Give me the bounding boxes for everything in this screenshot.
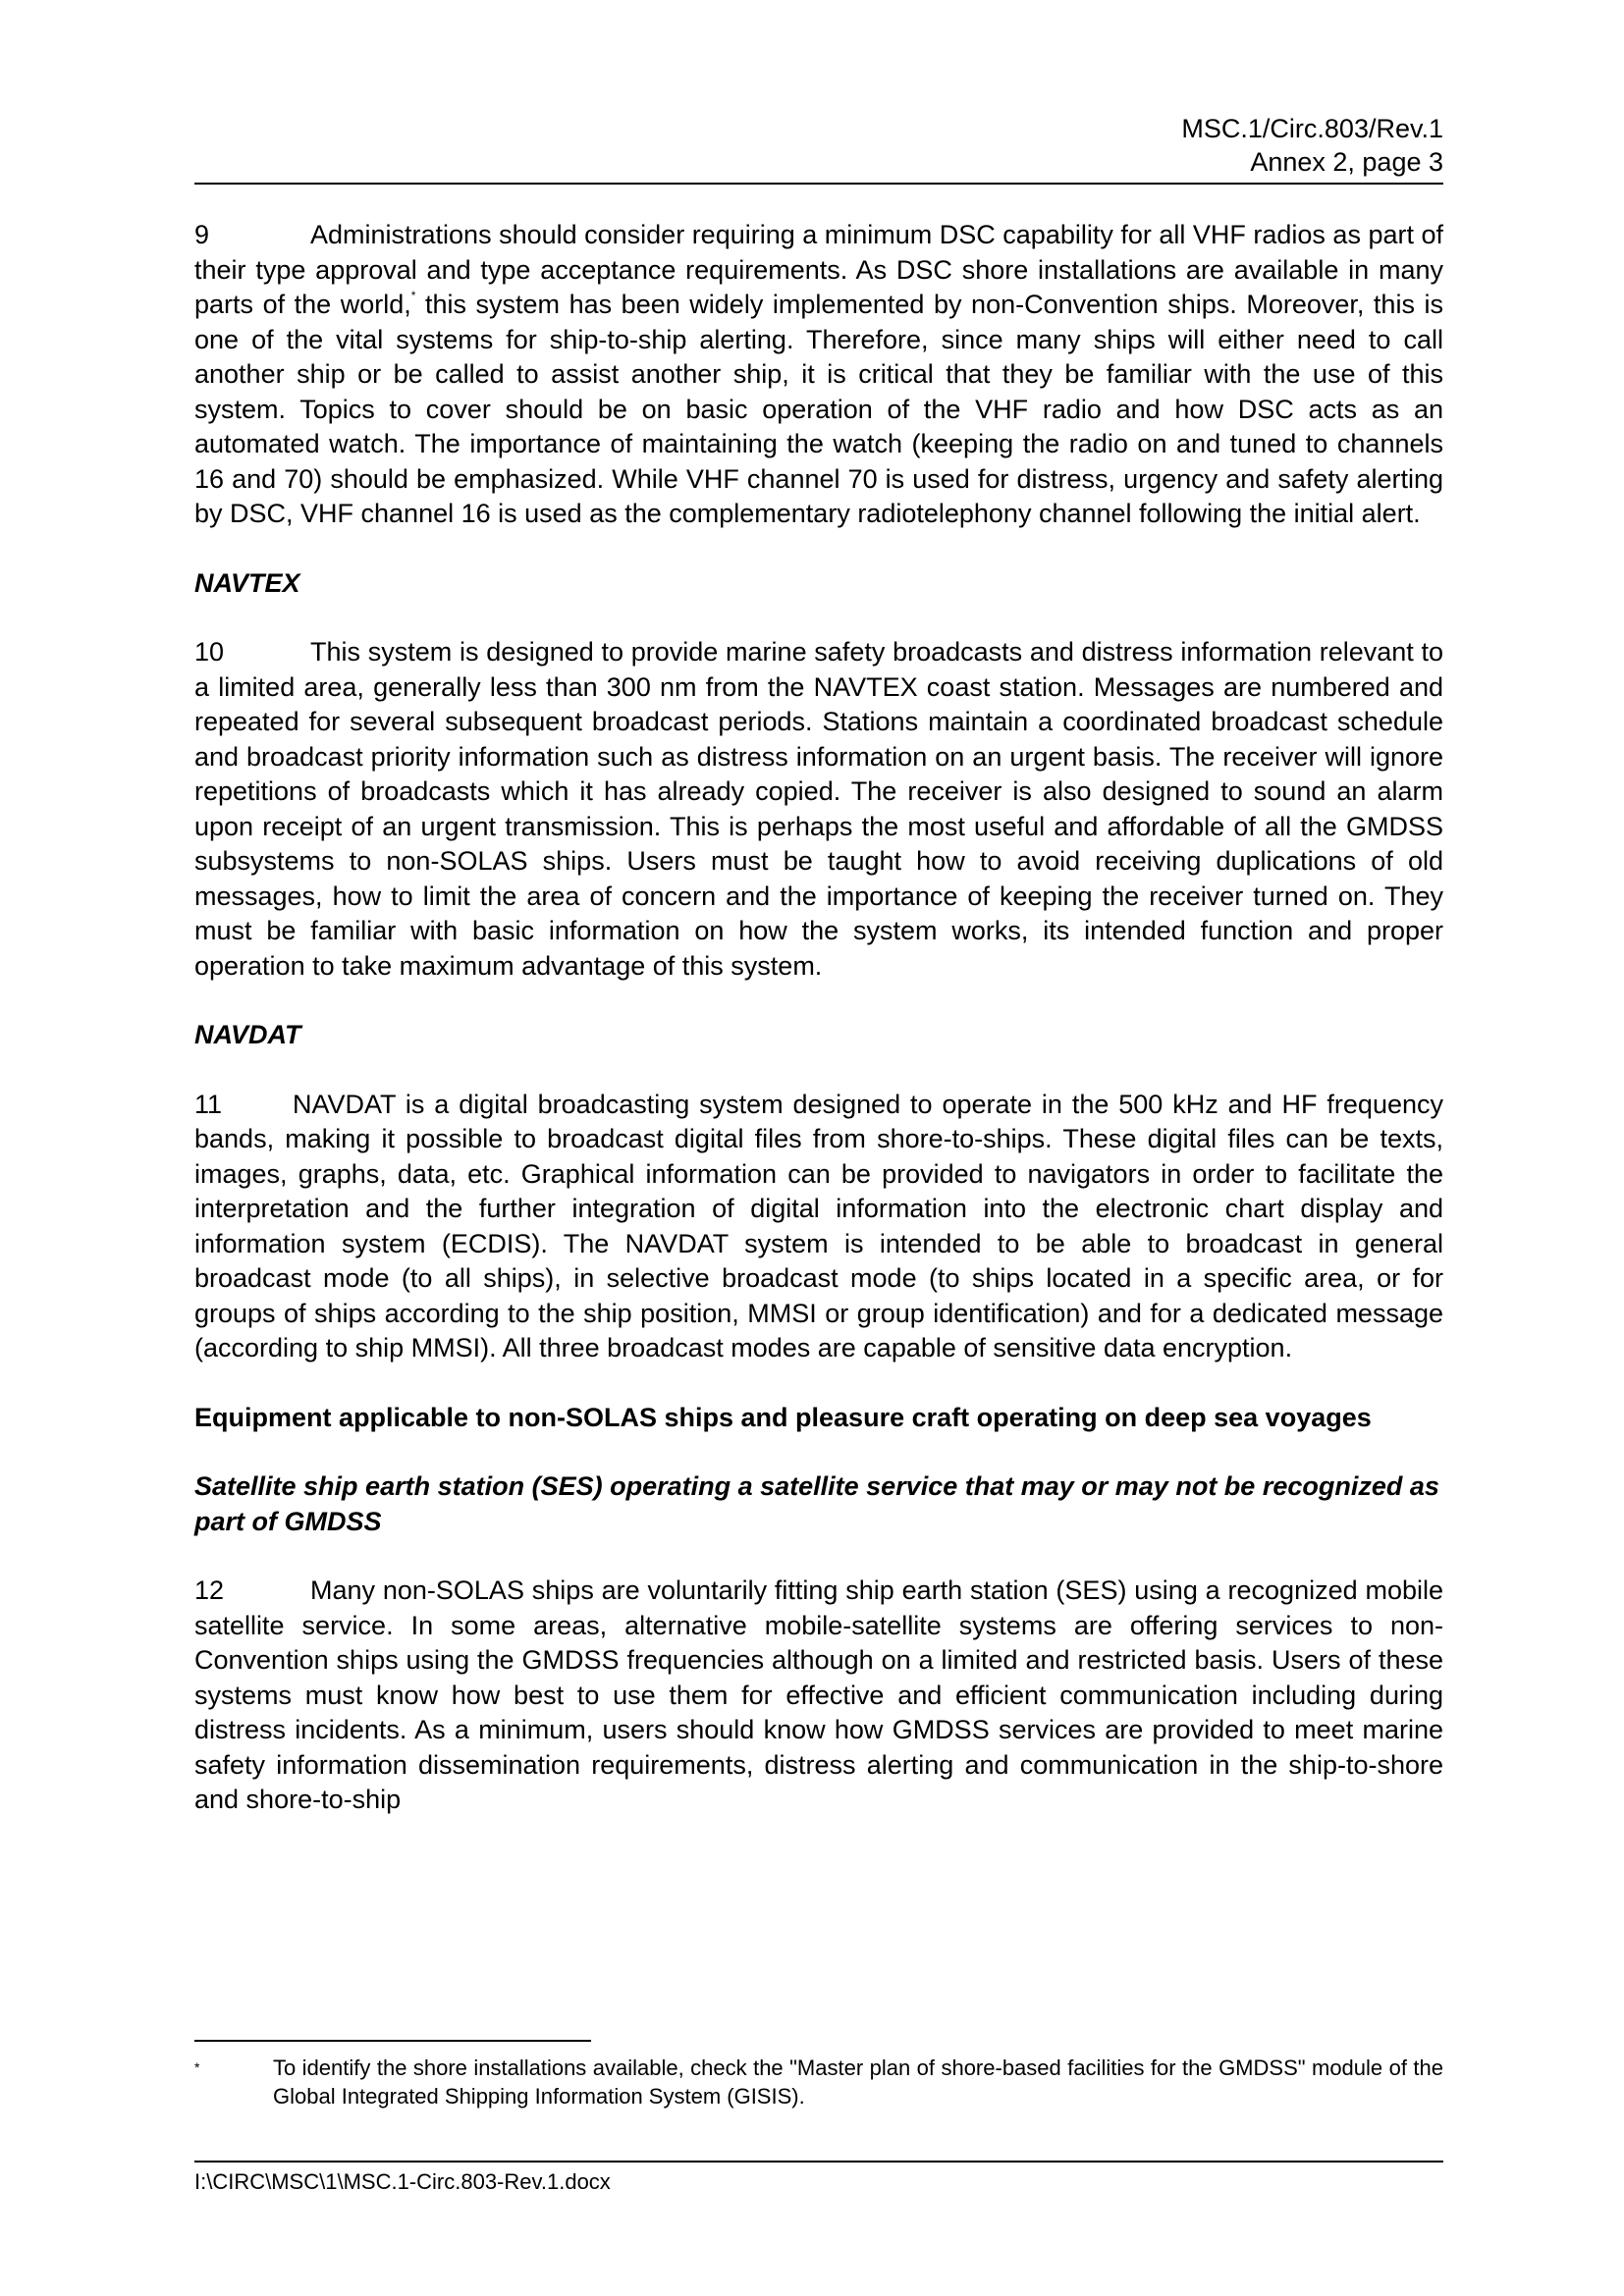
paragraph-text: NAVDAT is a digital broadcasting system designed to operate in the 500 kHz and HF frequency bands, making it possible to broadcast digital files from shore-to-ships. These digital files can be texts, images, graphs, data, etc. Graphical information can be provided to navigators in order to facilitate the interpretation and the further integration of digital information into the electronic chart display and information system (ECDIS). The NAVDAT system is intended to be able to broadcast in general broadcast mode (to all ships), in selective broadcast mode (to ships located in a specific area, or for groups of ships according to the ship position, MMSI or group identification) and for a dedicated message (according to ship MMSI). All three broadcast modes are capable of sensitive data encryption. [194,1089,1443,1362]
paragraph-text: Administrations should consider requiring a minimum DSC capability for all VHF radios as part of their type approval and type acceptance requirements. As DSC shore installations are available in many parts of the world, [194,220,1443,319]
paragraph-text: Many non-SOLAS ships are voluntarily fitting ship earth station (SES) using a recognized mobile satellite service. In some areas, alternative mobile-satellite systems are offering services to non-Convention ships using the GMDSS frequencies although on a limited and restricted basis. Users of these systems must know how best to use them for effective and efficient communication including during distress incidents. As a minimum, users should know how GMDSS services are provided to meet marine safety information dissemination requirements, distress alerting and communication in the ship-to-shore and shore-to-ship [194,1575,1443,1814]
footer-file-path: I:\CIRC\MSC\1\MSC.1-Circ.803-Rev.1.docx [194,2169,611,2194]
header-divider [194,183,1443,185]
page-reference: Annex 2, page 3 [1250,147,1443,177]
heading-navtex: NAVTEX [194,567,300,598]
heading-satellite-ses: Satellite ship earth station (SES) operating a satellite service that may or may not be recognized as part of GMDSS [194,1471,1439,1536]
heading-deep-sea-equipment: Equipment applicable to non-SOLAS ships and pleasure craft operating on deep sea voyages [194,1402,1372,1432]
footer-divider [194,2161,1443,2163]
page-header [1181,112,1443,179]
document-body [194,218,1443,1818]
paragraph-text: This system is designed to provide marine safety broadcasts and distress information relevant to a limited area, generally less than 300 nm from the NAVTEX coast station. Messages are numbered and repeated for several subsequent broadcast periods. Stations maintain a coordinated broadcast schedule and broadcast priority information such as distress information on an urgent basis. The receiver will ignore repetitions of broadcasts which it has already copied. The receiver is also designed to sound an alarm upon receipt of an urgent transmission. This is perhaps the most useful and affordable of all the GMDSS subsystems to non-SOLAS ships. Users must be taught how to avoid receiving duplications of old messages, how to limit the area of concern and the importance of keeping the receiver turned on. They must be familiar with basic information on how the system works, its intended function and proper operation to take maximum advantage of this system. [194,637,1443,981]
paragraph-10 [194,635,1443,984]
paragraph-11 [194,1088,1443,1366]
footnote-divider [194,2040,591,2042]
document-reference: MSC.1/Circ.803/Rev.1 [1181,114,1443,143]
footnote [194,2054,1443,2110]
paragraph-9 [194,218,1443,532]
paragraph-number: 12 [194,1575,225,1605]
footnote-text: To identify the shore installations available, check the "Master plan of shore-based facilities for the GMDSS" module of the Global Integrated Shipping Information System (GISIS). [273,2056,1443,2109]
footnote-reference[interactable]: * [410,289,416,302]
heading-navdat: NAVDAT [194,1020,301,1049]
paragraph-number: 11 [194,1089,223,1119]
paragraph-12 [194,1574,1443,1818]
paragraph-text: this system has been widely implemented by non-Convention ships. Moreover, this is one of the vital systems for ship-to-ship alerting. Therefore, since many ships will either need to call another ship or be called to assist another ship, it is critical that they be familiar with the use of this system. Topics to cover should be on basic operation of the VHF radio and how DSC acts as an automated watch. The importance of maintaining the watch (keeping the radio on and tuned to channels 16 and 70) should be emphasized. While VHF channel 70 is used for distress, urgency and safety alerting by DSC, VHF channel 16 is used as the complementary radiotelephony channel following the initial alert. [194,290,1443,528]
paragraph-number: 10 [194,637,225,667]
paragraph-number: 9 [194,220,210,249]
footnote-mark: * [194,2059,200,2075]
document-page [194,0,1443,2296]
